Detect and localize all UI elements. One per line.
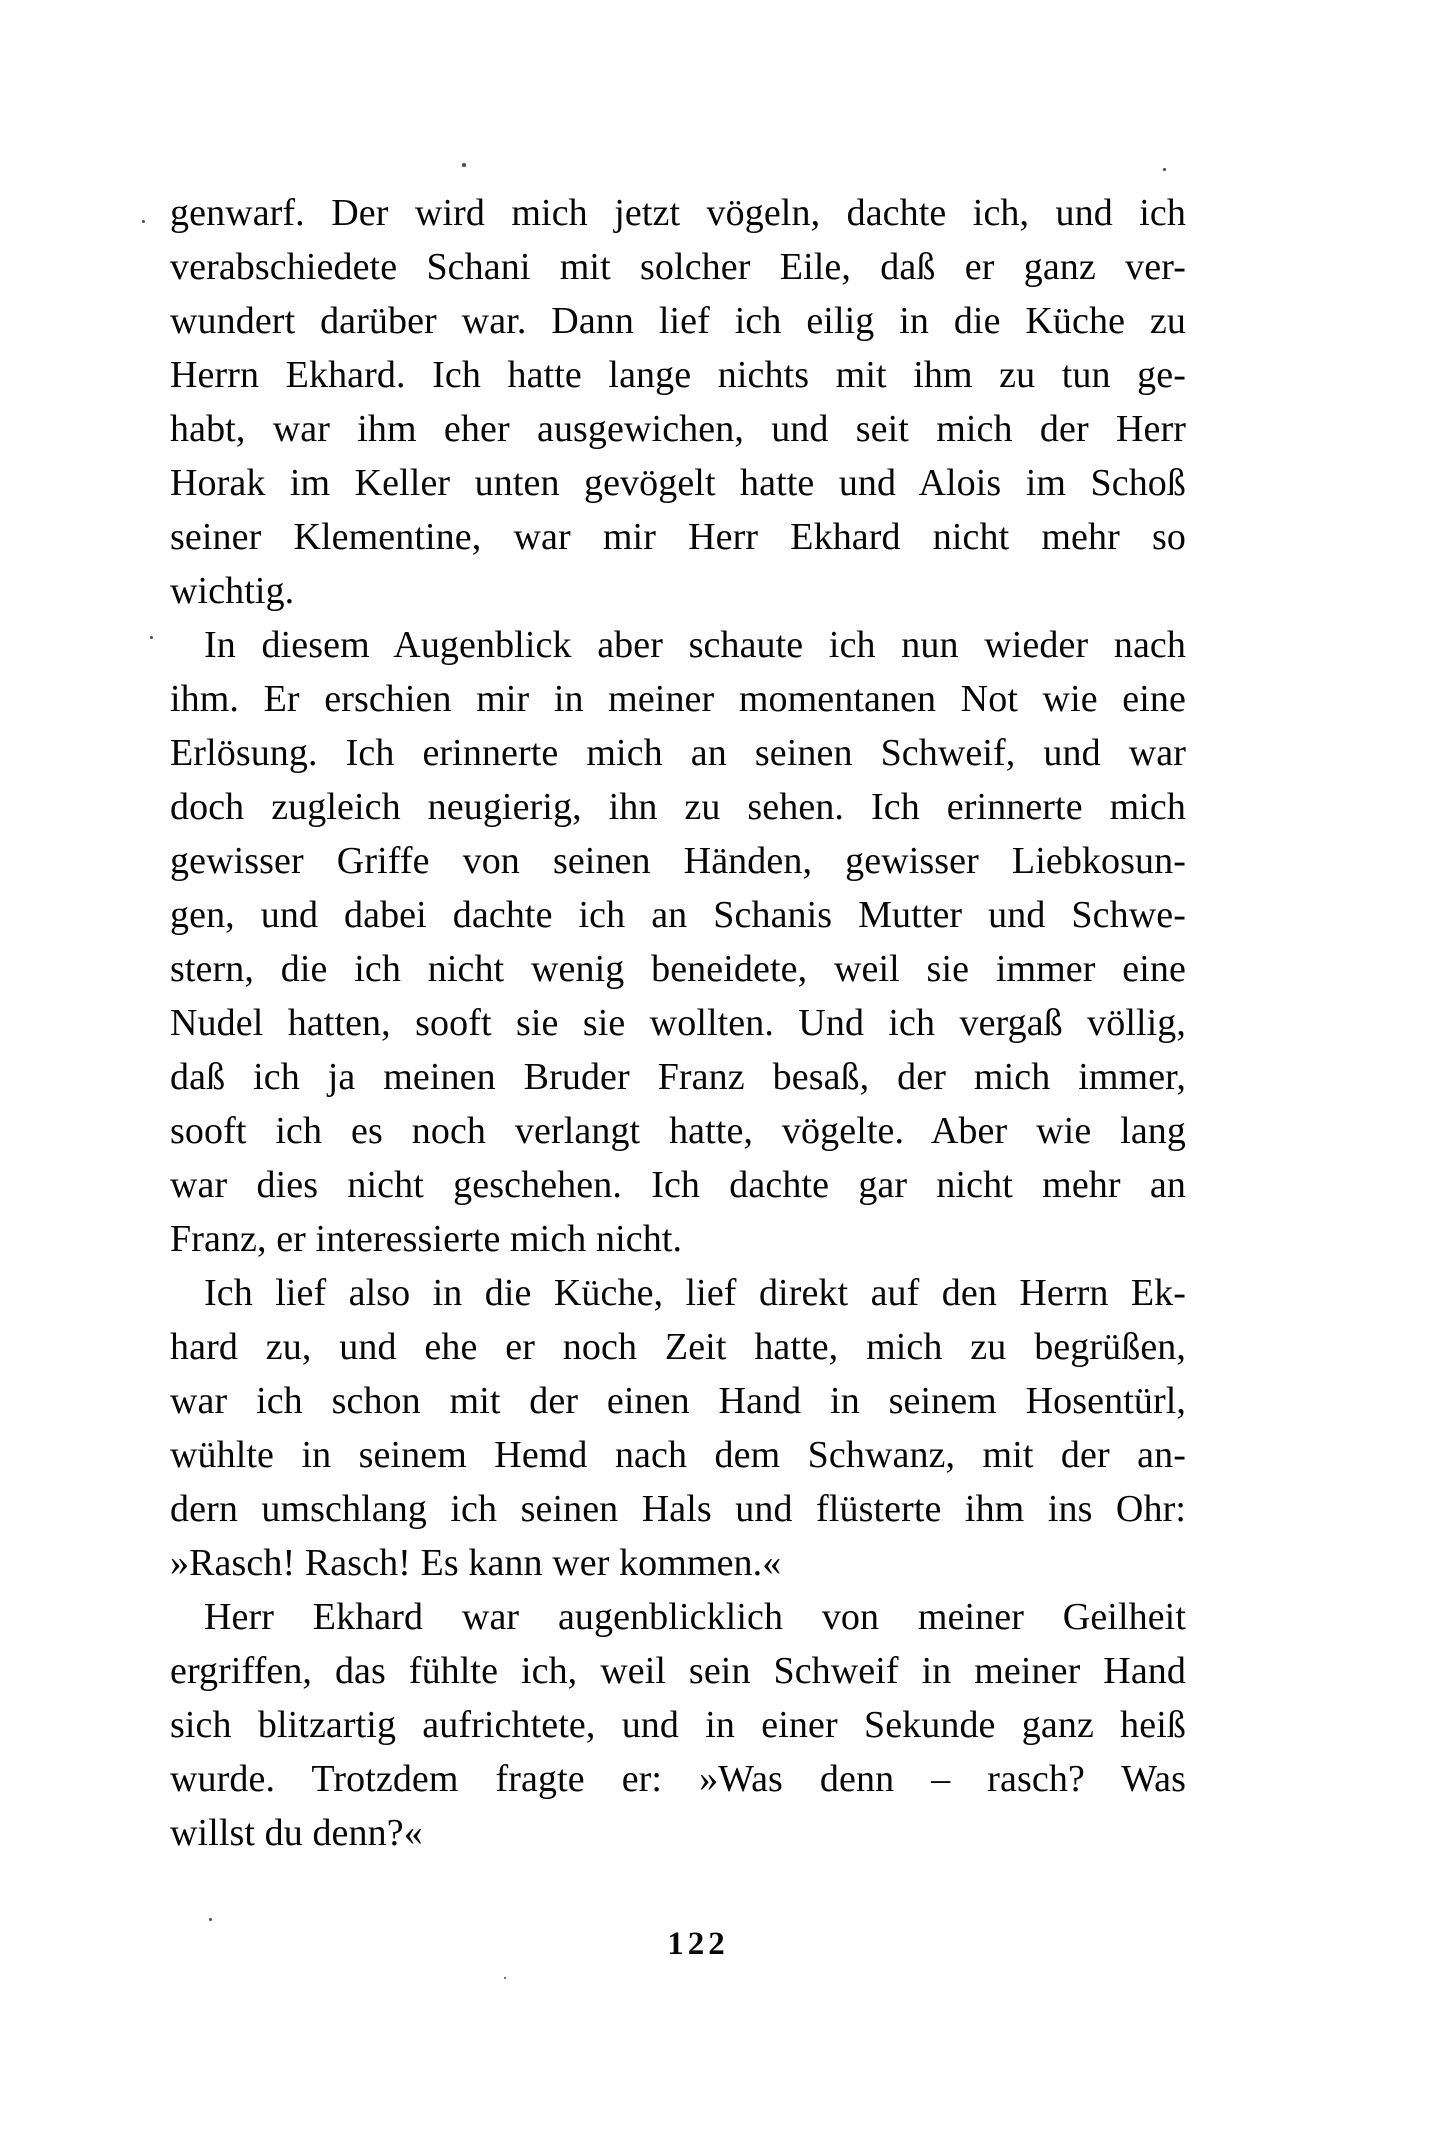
text-line: sich blitzartig aufrichtete, und in einer Sekunde ganz heiß — [170, 1704, 1186, 1746]
scan-speckle — [504, 1977, 506, 1979]
text-line: genwarf. Der wird mich jetzt vögeln, dachte ich, und ich — [170, 192, 1186, 234]
scan-speckle — [142, 220, 145, 223]
text-line: stern, die ich nicht wenig beneidete, weil sie immer eine — [170, 948, 1186, 990]
text-line: Herrn Ekhard. Ich hatte lange nichts mit ihm zu tun ge- — [170, 354, 1186, 396]
text-line: wühlte in seinem Hemd nach dem Schwanz, mit der an- — [170, 1434, 1186, 1476]
text-line: ihm. Er erschien mir in meiner momentanen Not wie eine — [170, 678, 1186, 720]
scan-speckle — [462, 163, 466, 167]
text-line: verabschiedete Schani mit solcher Eile, daß er ganz ver- — [170, 246, 1186, 288]
text-line: wundert darüber war. Dann lief ich eilig in die Küche zu — [170, 300, 1186, 342]
text-line: daß ich ja meinen Bruder Franz besaß, der mich immer, — [170, 1056, 1186, 1098]
text-line: war ich schon mit der einen Hand in seinem Hosentürl, — [170, 1380, 1186, 1422]
scan-speckle — [1163, 168, 1166, 171]
text-line paragraph-end: willst du denn?« — [170, 1812, 423, 1854]
text-line: gen, und dabei dachte ich an Schanis Mutter und Schwe- — [170, 894, 1186, 936]
text-line paragraph-end: wichtig. — [170, 570, 295, 612]
text-line: war dies nicht geschehen. Ich dachte gar nicht mehr an — [170, 1164, 1186, 1206]
text-line: gewisser Griffe von seinen Händen, gewisser Liebkosun- — [170, 840, 1186, 882]
text-line: ergriffen, das fühlte ich, weil sein Schweif in meiner Hand — [170, 1650, 1186, 1692]
text-line: seiner Klementine, war mir Herr Ekhard nicht mehr so — [170, 516, 1186, 558]
text-line paragraph-end: »Rasch! Rasch! Es kann wer kommen.« — [170, 1542, 782, 1584]
text-line: dern umschlang ich seinen Hals und flüsterte ihm ins Ohr: — [170, 1488, 1186, 1530]
scan-speckle — [150, 636, 153, 639]
text-line: Erlösung. Ich erinnerte mich an seinen Schweif, und war — [170, 732, 1186, 774]
text-line paragraph-start: Herr Ekhard war augenblicklich von meiner Geilheit — [204, 1596, 1186, 1638]
text-line: Horak im Keller unten gevögelt hatte und Alois im Schoß — [170, 462, 1186, 504]
text-line: doch zugleich neugierig, ihn zu sehen. Ich erinnerte mich — [170, 786, 1186, 828]
text-line: hard zu, und ehe er noch Zeit hatte, mich zu begrüßen, — [170, 1326, 1186, 1368]
text-line paragraph-start: In diesem Augenblick aber schaute ich nun wieder nach — [204, 624, 1186, 666]
scan-speckle — [209, 1918, 212, 1921]
text-line: wurde. Trotzdem fragte er: »Was denn – rasch? Was — [170, 1758, 1186, 1800]
page-number: 122 — [667, 1926, 729, 1962]
text-line: habt, war ihm eher ausgewichen, und seit mich der Herr — [170, 408, 1186, 450]
text-line: sooft ich es noch verlangt hatte, vögelte. Aber wie lang — [170, 1110, 1186, 1152]
text-line paragraph-start: Ich lief also in die Küche, lief direkt auf den Herrn Ek- — [204, 1272, 1186, 1314]
body-text — [170, 186, 1186, 1860]
text-line paragraph-end: Franz, er interessierte mich nicht. — [170, 1218, 683, 1260]
text-line: Nudel hatten, sooft sie sie wollten. Und ich vergaß völlig, — [170, 1002, 1186, 1044]
